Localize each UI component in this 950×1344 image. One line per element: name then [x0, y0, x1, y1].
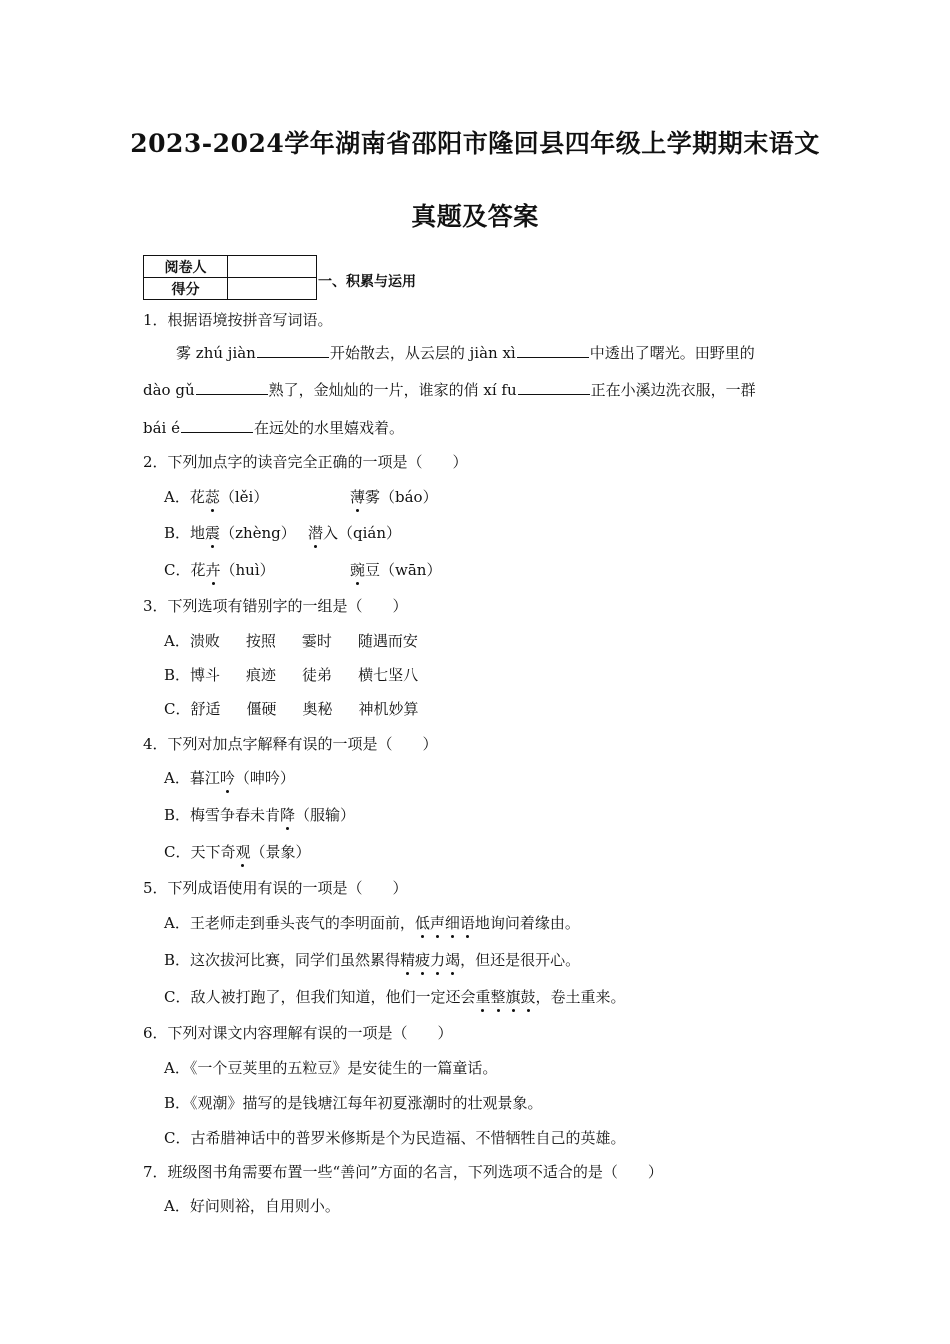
q3-option-c[interactable]: [164, 699, 419, 719]
q1-text: 开始散去，从云层的: [329, 344, 465, 362]
option-text: 按照: [245, 632, 276, 650]
q4-stem: 4．下列对加点字解释有误的一项是（ ）: [143, 735, 438, 753]
section-title: 一、积累与运用: [318, 274, 416, 290]
q5-option-c[interactable]: [164, 987, 626, 1007]
option-text: 花: [189, 488, 205, 506]
dotted-char: 精: [400, 951, 416, 969]
option-text: 豆（wān）: [365, 561, 442, 579]
dotted-char: 竭: [445, 951, 461, 969]
option-text: A．暮江: [164, 769, 220, 787]
q1-line-3: [143, 418, 404, 438]
score-value: [228, 278, 317, 300]
q4-option-a[interactable]: [164, 768, 295, 788]
option-text: （景象）: [250, 843, 311, 861]
dotted-char: 观: [235, 843, 251, 861]
q1-pinyin: jiàn xì: [469, 344, 516, 362]
option-text: 徒弟: [302, 666, 333, 684]
q7-option-a[interactable]: A．好问则裕，自用则小。: [164, 1197, 340, 1215]
option-text: 僵硬: [246, 700, 277, 718]
option-text: （zhèng）: [220, 524, 296, 542]
option-text: 雾（báo）: [365, 488, 438, 506]
q1-text: 在远处的水里嬉戏着。: [254, 419, 405, 437]
q7-stem: 7．班级图书角需要布置一些“善问”方面的名言，下列选项不适合的是（ ）: [143, 1163, 663, 1181]
q1-pinyin: bái é: [143, 419, 180, 437]
q3-stem: 3．下列选项有错别字的一组是（ ）: [143, 597, 408, 615]
q1-pinyin: xí fu: [483, 381, 517, 399]
option-text: 霎时: [301, 632, 332, 650]
q4-option-c[interactable]: [164, 842, 311, 862]
q5-option-a[interactable]: [164, 913, 580, 933]
dotted-char: 潜: [308, 524, 324, 542]
document-title-line-1: 2023-2024学年湖南省邵阳市隆回县四年级上学期期末语文: [130, 129, 820, 158]
q1-pinyin: dào gǔ: [143, 381, 195, 399]
option-text: （服输）: [295, 806, 356, 824]
dotted-char: 疲: [415, 951, 431, 969]
document-title-line-2: 真题及答案: [411, 202, 539, 231]
dotted-char: 降: [280, 806, 296, 824]
dotted-char: 卉: [205, 561, 221, 579]
q6-option-b[interactable]: B．《观潮》描写的是钱塘江每年初夏涨潮时的壮观景象。: [164, 1094, 543, 1112]
dotted-char: 震: [205, 524, 221, 542]
q5-stem: 5．下列成语使用有误的一项是（ ）: [143, 879, 408, 897]
q1-text: 熟了，金灿灿的一片，谁家的俏: [268, 381, 479, 399]
option-text: 花: [190, 561, 206, 579]
q2-option-c[interactable]: [164, 560, 275, 580]
option-text: A．王老师走到垂头丧气的李明面前，: [164, 914, 415, 932]
dotted-char: 蕊: [204, 488, 220, 506]
option-text: （呻吟）: [234, 769, 295, 787]
answer-blank[interactable]: [517, 343, 589, 358]
option-label: C．: [164, 561, 191, 579]
dotted-char: 豌: [350, 561, 366, 579]
q4-option-b[interactable]: [164, 805, 355, 825]
answer-blank[interactable]: [196, 380, 268, 395]
option-text: 痕迹: [246, 666, 277, 684]
q1-text: 雾: [176, 344, 192, 362]
option-text: 横七坚八: [358, 666, 419, 684]
q1-line-1: [176, 343, 755, 363]
dotted-char: 吟: [219, 769, 235, 787]
option-text: C．敌人被打跑了，但我们知道，他们一定还会: [164, 988, 476, 1006]
q2-option-a[interactable]: [164, 487, 268, 507]
q2-option-b[interactable]: [164, 523, 296, 543]
option-text: 地询问着缘由。: [474, 914, 580, 932]
dotted-char: 细: [444, 914, 460, 932]
option-text: ，但还是很开心。: [460, 951, 581, 969]
option-text: （huì）: [220, 561, 275, 579]
dotted-char: 低: [414, 914, 430, 932]
q2-option-c-2: [350, 560, 441, 580]
dotted-char: 重: [475, 988, 491, 1006]
option-text: B．博斗: [164, 666, 221, 684]
option-label: A．: [164, 488, 190, 506]
option-text: 地: [190, 524, 206, 542]
q2-option-b-2: [308, 523, 401, 543]
option-text: 随遇而安: [357, 632, 418, 650]
answer-blank[interactable]: [181, 418, 253, 433]
option-label: B．: [164, 524, 191, 542]
dotted-char: 声: [429, 914, 445, 932]
answer-blank[interactable]: [257, 343, 329, 358]
option-text: C．舒适: [164, 700, 221, 718]
answer-blank[interactable]: [518, 380, 590, 395]
option-text: 奥秘: [302, 700, 333, 718]
dotted-char: 整: [490, 988, 506, 1006]
option-text: C．天下奇: [164, 843, 236, 861]
option-text: （lěi）: [219, 488, 269, 506]
option-text: 神机妙算: [358, 700, 419, 718]
option-text: B．梅雪争春未肯: [164, 806, 281, 824]
q1-text: 正在小溪边洗衣服，一群: [590, 381, 756, 399]
dotted-char: 旗: [505, 988, 521, 1006]
dotted-char: 薄: [350, 488, 366, 506]
option-text: ，卷土重来。: [535, 988, 626, 1006]
q5-option-b[interactable]: [164, 950, 580, 970]
q6-option-a[interactable]: A．《一个豆荚里的五粒豆》是安徒生的一篇童话。: [164, 1059, 498, 1077]
reviewer-label: 阅卷人: [144, 256, 228, 278]
score-label: 得分: [144, 278, 228, 300]
q1-line-2: [143, 380, 756, 400]
q1-stem: 1．根据语境按拼音写词语。: [143, 311, 333, 329]
option-text: 入（qián）: [323, 524, 402, 542]
q2-stem: 2．下列加点字的读音完全正确的一项是（ ）: [143, 453, 468, 471]
dotted-char: 力: [430, 951, 446, 969]
q1-pinyin: zhú jiàn: [195, 344, 256, 362]
score-table: [143, 255, 317, 300]
q6-stem: 6．下列对课文内容理解有误的一项是（ ）: [143, 1024, 453, 1042]
option-text: B．这次拔河比赛，同学们虽然累得: [164, 951, 401, 969]
q3-option-a[interactable]: [164, 631, 418, 651]
q3-option-b[interactable]: [164, 665, 418, 685]
q6-option-c[interactable]: C．古希腊神话中的普罗米修斯是个为民造福、不惜牺牲自己的英雄。: [164, 1129, 626, 1147]
dotted-char: 鼓: [520, 988, 536, 1006]
q2-option-a-2: [350, 487, 438, 507]
reviewer-value: [228, 256, 317, 278]
q1-text: 中透出了曙光。田野里的: [589, 344, 755, 362]
dotted-char: 语: [459, 914, 475, 932]
option-text: A．溃败: [164, 632, 220, 650]
